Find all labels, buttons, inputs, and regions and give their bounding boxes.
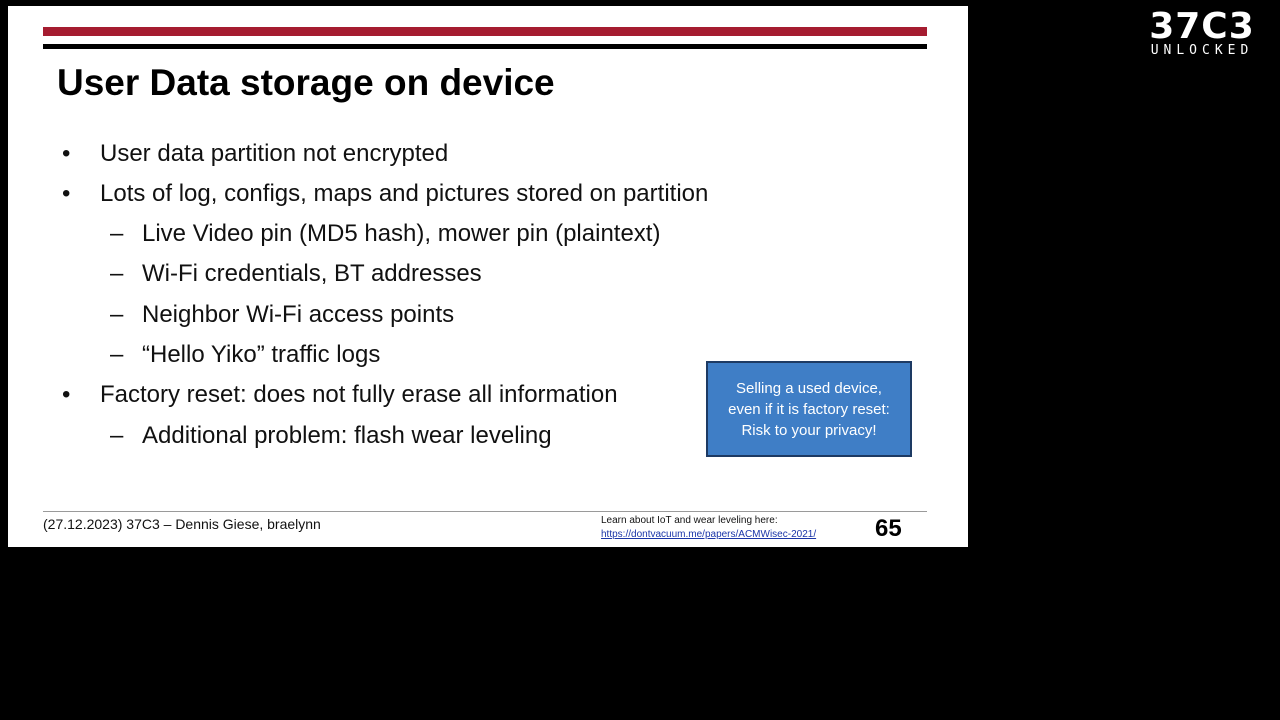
list-item-text: User data partition not encrypted — [100, 140, 449, 167]
footer-reference — [601, 514, 816, 542]
footer-divider — [43, 511, 927, 512]
list-item-text: “Hello Yiko” traffic logs — [142, 341, 381, 368]
list-item-text: Factory reset: does not fully erase all information — [100, 381, 618, 408]
event-logo — [1133, 6, 1271, 58]
callout-line: even if it is factory reset: — [728, 400, 890, 418]
callout-line: Risk to your privacy! — [741, 421, 877, 439]
footer-credits: (27.12.2023) 37C3 – Dennis Giese, braelynn — [43, 516, 321, 532]
presentation-slide — [8, 6, 968, 547]
event-logo-main: 37C3 — [1149, 6, 1255, 47]
list-item-text: Wi-Fi credentials, BT addresses — [142, 260, 482, 287]
bullet-marker: • — [62, 381, 71, 408]
slide-title: User Data storage on device — [57, 62, 555, 103]
bullet-marker: • — [62, 140, 71, 167]
dash-marker: – — [110, 260, 124, 287]
slide-page-number: 65 — [875, 515, 902, 542]
list-item-text: Neighbor Wi-Fi access points — [142, 301, 455, 328]
list-item — [110, 421, 552, 451]
bullet-marker: • — [62, 180, 71, 207]
dash-marker: – — [110, 301, 124, 328]
list-item — [62, 179, 709, 209]
list-item-text: Additional problem: flash wear leveling — [142, 422, 552, 449]
list-item — [110, 340, 381, 370]
list-item — [62, 380, 618, 410]
list-item — [110, 219, 661, 249]
event-logo-sub: UNLOCKED — [1150, 43, 1254, 58]
callout-line: Selling a used device, — [736, 379, 882, 397]
reference-link[interactable]: https://dontvacuum.me/papers/ACMWisec-2021/ — [601, 529, 817, 540]
bullet-list — [8, 6, 968, 547]
list-item-text: Live Video pin (MD5 hash), mower pin (plaintext) — [142, 220, 661, 247]
dash-marker: – — [110, 220, 124, 247]
list-item — [110, 300, 455, 330]
list-item — [110, 259, 482, 289]
footer-reference-text: Learn about IoT and wear leveling here: — [601, 515, 778, 526]
dash-marker: – — [110, 422, 124, 449]
dash-marker: – — [110, 341, 124, 368]
list-item — [62, 139, 449, 169]
list-item-text: Lots of log, configs, maps and pictures stored on partition — [100, 180, 709, 207]
privacy-callout-box — [706, 361, 912, 457]
